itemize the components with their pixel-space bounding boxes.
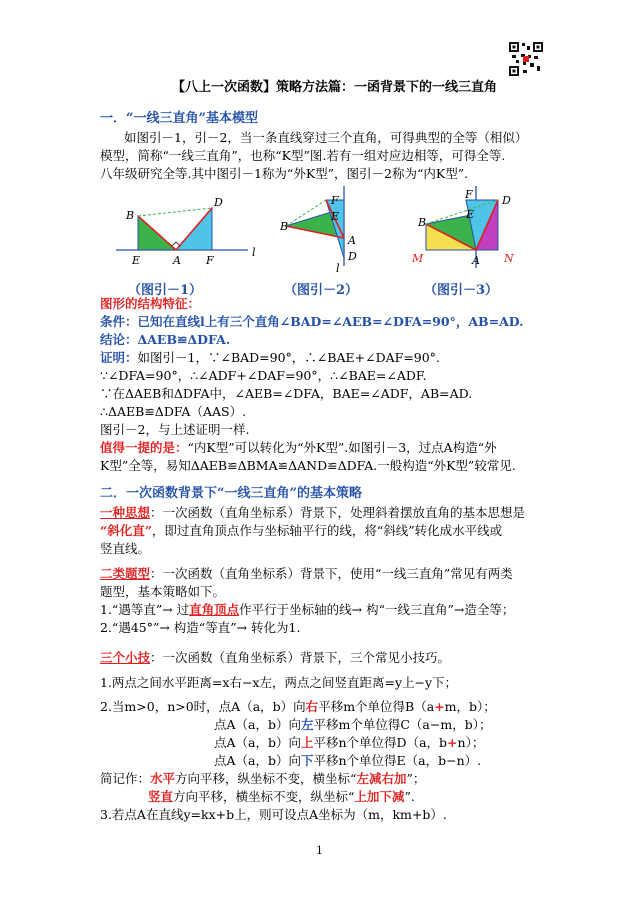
idea-text-2: ，即过直角顶点作与坐标轴平行的线，将“斜线”转化成水平线或 xyxy=(151,523,503,538)
fig1-label-l: l xyxy=(252,246,256,259)
type-2-line: 2.“遇45°”→ 构造“等直”→ 转化为1. xyxy=(100,620,301,635)
fig2-label-b: B xyxy=(280,220,289,233)
conclusion-text: ΔAEB≌ΔDFA. xyxy=(137,332,231,347)
note-line-2: K型”全等，易知ΔAEB≌ΔBMA≌ΔAND≌ΔDFA.一般构造“外K型”较常见. xyxy=(100,458,516,473)
fig3-label-b: B xyxy=(418,216,427,229)
trick-3-line: 3.若点A在直线y=kx+b上，则可设点A坐标为（m，km+b）. xyxy=(100,807,447,822)
trick-1-line: 1.两点之间水平距离=x右−x左，两点之间竖直距离=y上−y下； xyxy=(100,675,458,690)
memo-1-rule: 左减右加 xyxy=(356,771,407,786)
note-text-1: “内K型”可以转化为“外K型”.如图引－3，过点A构造“外 xyxy=(187,440,497,455)
figure-yin-3-caption: （图引－3） xyxy=(424,283,499,298)
fig3-label-d: D xyxy=(502,194,511,207)
fig1-label-f: F xyxy=(206,254,214,267)
proof-text-1: 如图引－1，∵∠BAD=90°，∴∠BAE+∠DAF=90°. xyxy=(137,350,440,365)
types-line-2: 题型，基本策略如下。 xyxy=(100,584,226,599)
types-line-1 xyxy=(100,566,513,582)
section-2-heading: 二．一次函数背景下“一线三直角”的基本策略 xyxy=(100,486,362,501)
memo-2-key: 竖直 xyxy=(148,789,174,804)
fig2-label-d: D xyxy=(348,250,357,263)
figure-yin-2-caption: （图引－2） xyxy=(284,283,359,298)
fig3-label-m: M xyxy=(412,252,424,265)
section-1-heading: 一．“一线三直角”基本模型 xyxy=(100,111,258,126)
fig2-label-f: F xyxy=(331,194,339,207)
trick-2c-op: + xyxy=(447,735,458,750)
fig3-label-e: E xyxy=(466,208,475,221)
idea-line-3: 竖直线。 xyxy=(100,541,151,556)
memo-1-end: ”； xyxy=(406,771,426,786)
proof-line-3: ∵在ΔAEB和ΔDFA中，∠AEB=∠DFA，BAE=∠ADF，AB=AD. xyxy=(100,386,473,401)
types-text-1: ：一次函数（直角坐标系）背景下，使用“一线三直角”常见有两类 xyxy=(150,566,513,581)
fig3-label-n: N xyxy=(504,252,514,265)
trick-2d-text: 点A（a，b）向 xyxy=(214,753,301,768)
fig2-label-e: E xyxy=(331,210,340,223)
idea-line-2 xyxy=(100,523,502,539)
trick-2c-text-b: 平移n个单位得D（a，b xyxy=(313,735,448,750)
qr-code-icon xyxy=(508,41,544,77)
note-label: 值得一提的是： xyxy=(100,440,188,455)
tricks-text: ：一次函数（直角坐标系）背景下，三个常见小技巧。 xyxy=(150,650,451,665)
proof-line-1 xyxy=(100,350,440,366)
idea-key: “斜化直” xyxy=(100,523,152,538)
memo-line-2 xyxy=(148,789,415,805)
condition-line xyxy=(100,314,524,330)
trick-2-line-b xyxy=(214,717,491,733)
trick-2d-dir: 下 xyxy=(300,753,314,768)
fig2-label-a: A xyxy=(348,234,356,247)
proof-line-5: 图引－2，与上述证明一样. xyxy=(100,422,250,437)
proof-line-4: ∴ΔAEB≌ΔDFA（AAS）. xyxy=(100,404,247,419)
type-1-line xyxy=(100,602,514,618)
condition-text: 已知在直线l上有三个直角∠BAD=∠AEB=∠DFA=90°，AB=AD. xyxy=(137,314,524,329)
s1-paragraph-2: 模型，简称“一线三直角”，也称“K型”图.若有一组对应边相等，可得全等. xyxy=(100,148,506,163)
trick-2a-text: 2.当m>0，n>0时，点A（a，b）向 xyxy=(100,699,306,714)
memo-label: 简记作： xyxy=(100,771,151,786)
trick-2a-text-b: 平移m个单位得B（a xyxy=(318,699,435,714)
page-title: 【八上一次函数】策略方法篇：一函背景下的一线三直角 xyxy=(172,80,498,95)
type-1-text-a: 1.“遇等直”→ 过 xyxy=(100,602,190,617)
tricks-line xyxy=(100,650,450,666)
trick-2a-dir: 右 xyxy=(305,699,319,714)
proof-line-2: ∵∠DFA=90°，∴∠ADF+∠DAF=90°，∴∠BAE=∠ADF. xyxy=(100,368,427,383)
trick-2b-dir: 左 xyxy=(300,717,314,732)
idea-line-1 xyxy=(100,505,525,521)
fig3-label-a: A xyxy=(472,254,480,267)
trick-2b-text-b: 平移m个单位得C（a−m，b）； xyxy=(313,717,492,732)
fig1-label-d: D xyxy=(214,196,223,209)
trick-2c-text-c: n）； xyxy=(457,735,485,750)
page-number: 1 xyxy=(316,844,323,857)
conclusion-line xyxy=(100,332,230,348)
idea-text-1: ：一次函数（直角坐标系）背景下，处理斜着摆放直角的基本思想是 xyxy=(150,505,526,520)
trick-2a-op: + xyxy=(434,699,445,714)
s1-paragraph-1: 如图引－1，引－2，当一条直线穿过三个直角，可得典型的全等（相似） xyxy=(124,130,528,145)
conclusion-label: 结论： xyxy=(100,332,138,347)
trick-2d-text-b: 平移n个单位得E（a，b−n）. xyxy=(313,753,482,768)
memo-line-1 xyxy=(100,771,425,787)
type-1-text-b: 作平行于坐标轴的线→ 构“一线三直角”→造全等； xyxy=(239,602,515,617)
figure-yin-3 xyxy=(410,186,525,276)
trick-2-line-c xyxy=(214,735,484,751)
structure-heading: 图形的结构特征： xyxy=(100,296,201,311)
figure-yin-1 xyxy=(116,186,266,276)
memo-2-text: 方向平移，横坐标不变，纵坐标“ xyxy=(173,789,355,804)
figure-yin-1-caption: （图引－1） xyxy=(128,283,203,298)
types-label: 二类题型 xyxy=(100,566,151,581)
fig1-label-a: A xyxy=(173,254,181,267)
fig3-label-f: F xyxy=(465,188,473,201)
condition-label: 条件： xyxy=(100,314,138,329)
trick-2-line-d xyxy=(214,753,481,769)
memo-2-end: ”. xyxy=(404,789,415,804)
memo-1-text: 方向平移，纵坐标不变，横坐标“ xyxy=(175,771,357,786)
trick-2-line-a xyxy=(100,699,496,715)
fig1-label-b: B xyxy=(126,209,135,222)
trick-2c-dir: 上 xyxy=(300,735,314,750)
figure-yin-2 xyxy=(278,186,378,276)
memo-2-rule: 上加下减 xyxy=(354,789,405,804)
tricks-label: 三个小技 xyxy=(100,650,151,665)
trick-2c-text: 点A（a，b）向 xyxy=(214,735,301,750)
type-1-key: 直角顶点 xyxy=(189,602,240,617)
trick-2b-text: 点A（a，b）向 xyxy=(214,717,301,732)
memo-1-key: 水平 xyxy=(150,771,176,786)
note-line-1 xyxy=(100,440,497,456)
idea-label: 一种思想 xyxy=(100,505,151,520)
fig1-label-e: E xyxy=(132,254,141,267)
fig2-label-l: l xyxy=(336,262,340,275)
trick-2a-text-c: m，b）； xyxy=(444,699,496,714)
proof-label: 证明： xyxy=(100,350,138,365)
s1-paragraph-3: 八年级研究全等.其中图引－1称为“外K型”，图引－2称为“内K型”. xyxy=(100,166,469,181)
